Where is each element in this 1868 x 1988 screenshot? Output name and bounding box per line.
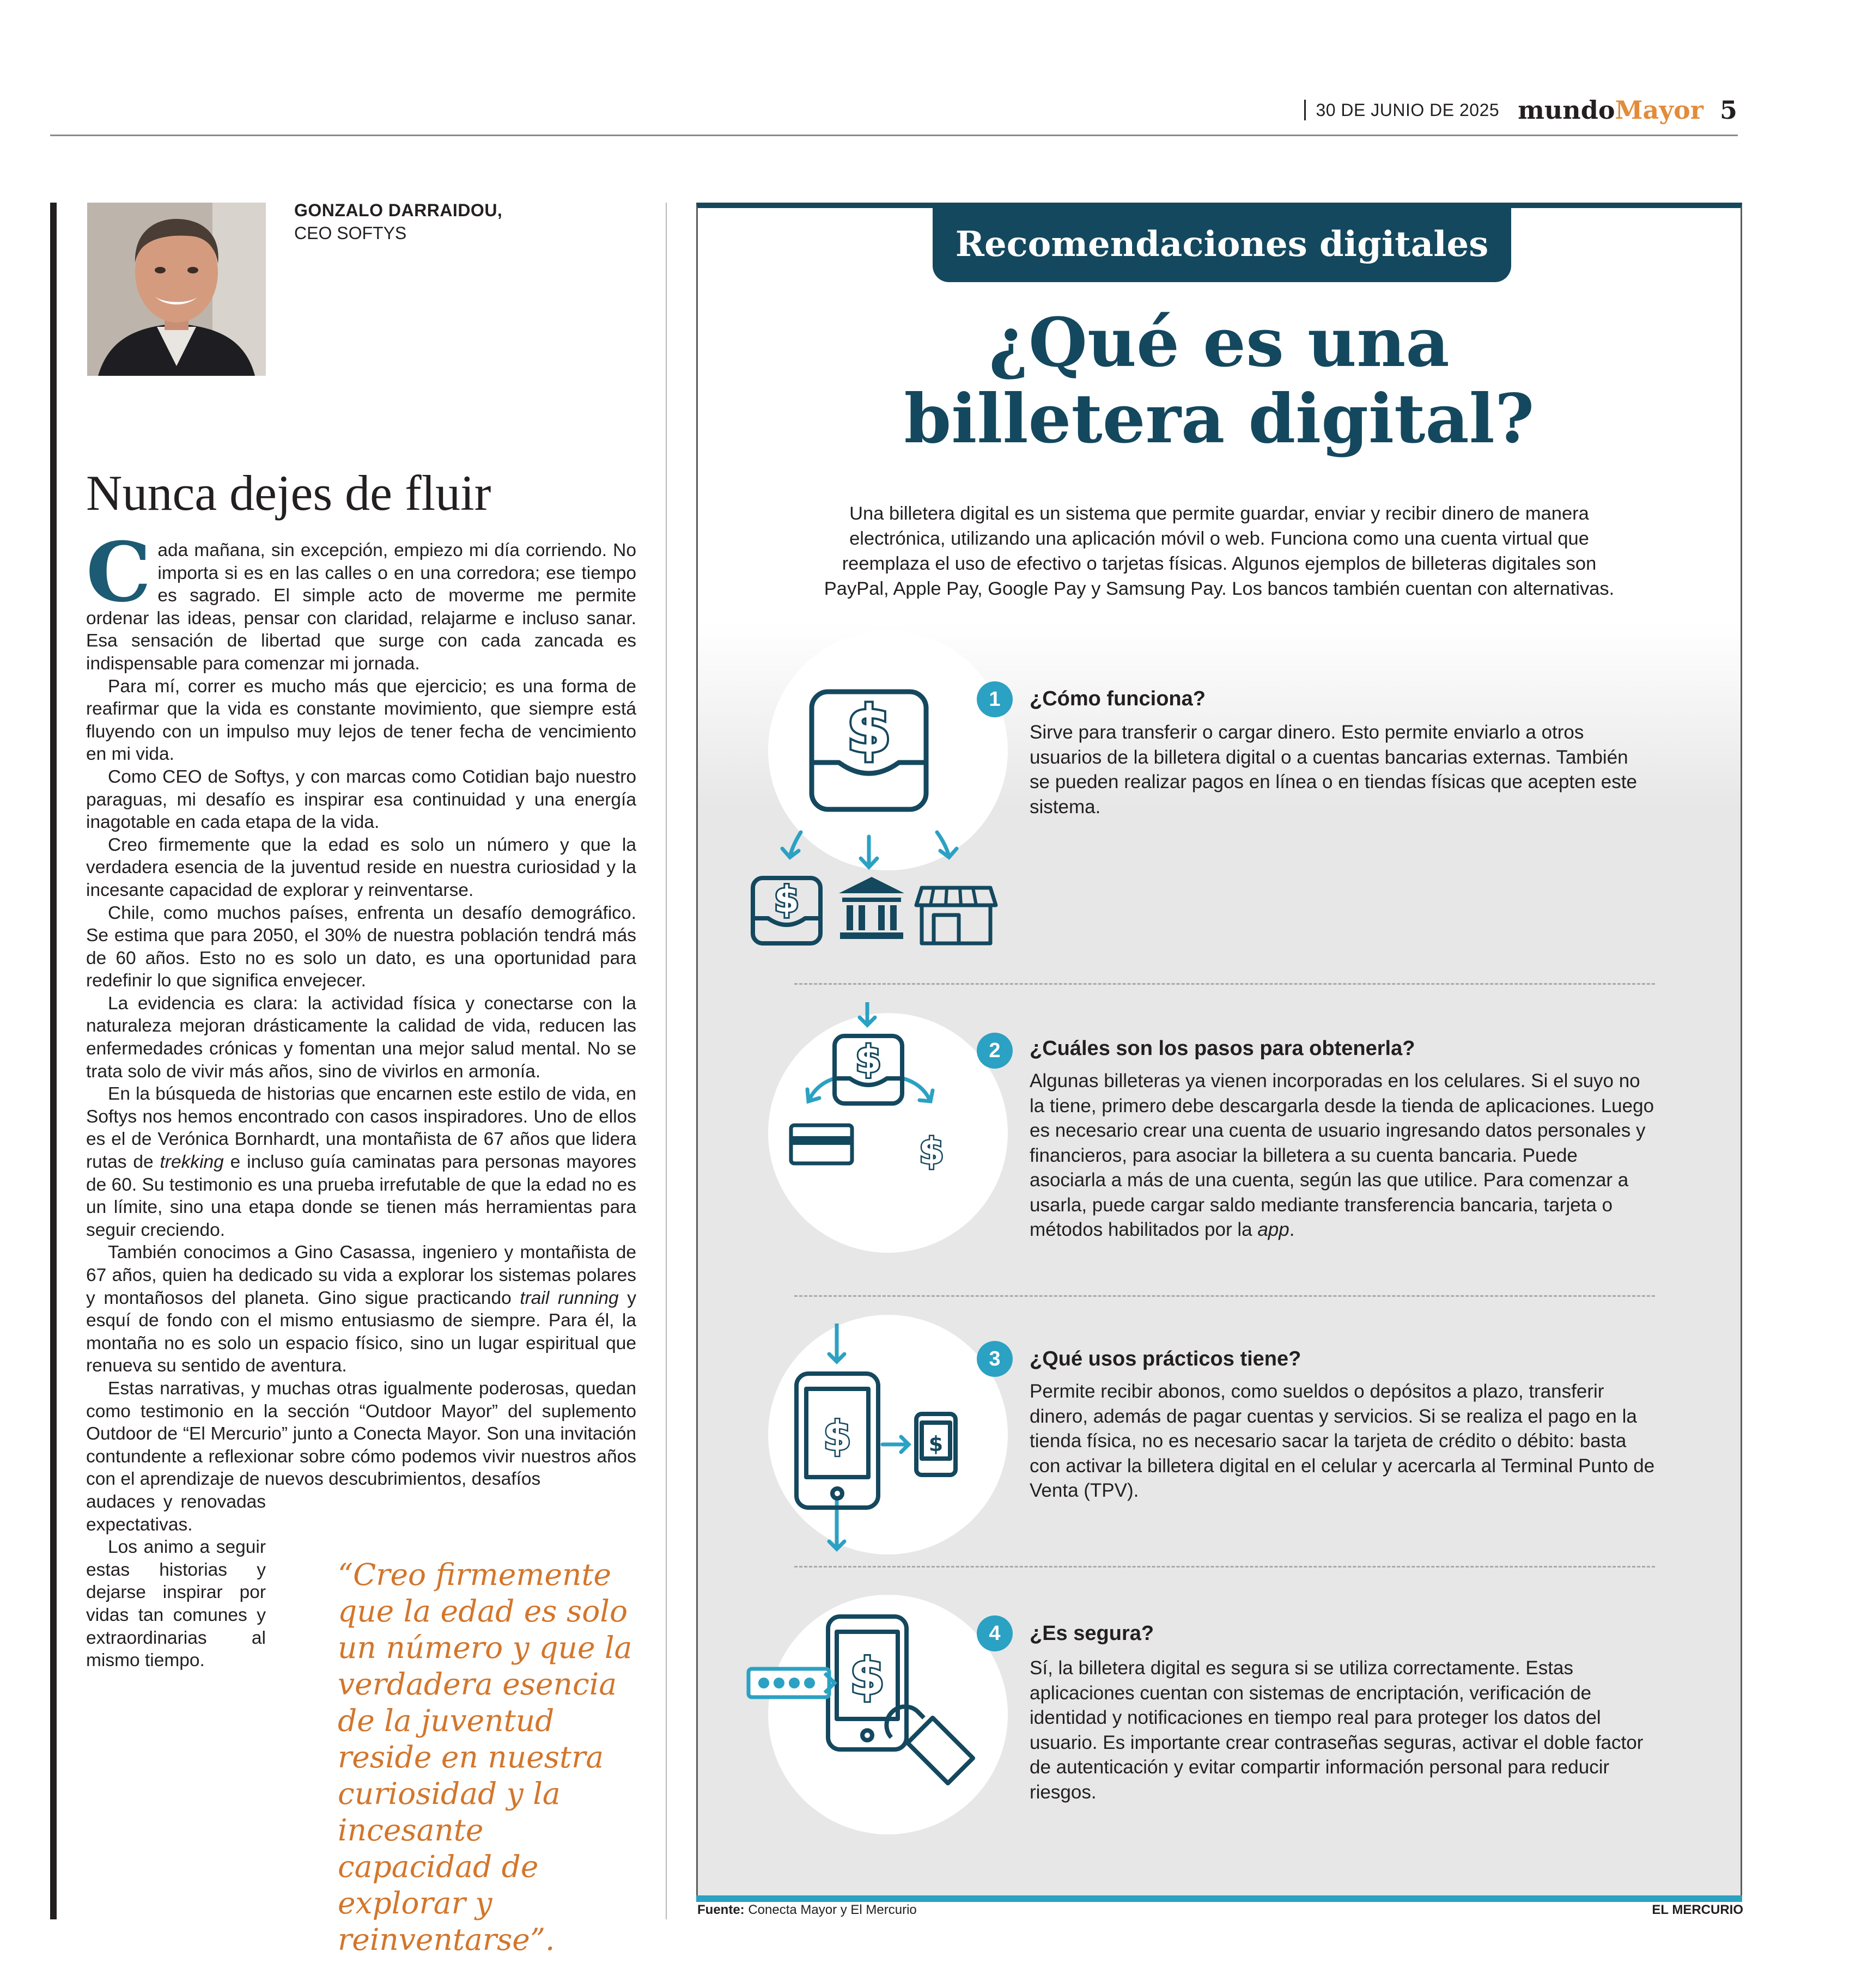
brand-prefix: mundo: [1518, 95, 1615, 125]
paragraph-9-cont: audaces y renovadas expectativas.: [86, 1491, 266, 1535]
header-brand: [1518, 95, 1703, 125]
item-4-number: 4: [977, 1615, 1013, 1651]
infographic-title: [735, 305, 1703, 458]
wallet-card-cash-icon: [784, 1002, 959, 1182]
item-1-answer: Sirve para transferir o cargar dinero. Esto permite enviarlo a otros usuarios de la billetera digital o a cuentas bancarias externas. También se pueden realizar pagos en línea o en tiendas físicas que acepten este sistema.: [1030, 722, 1637, 818]
title-line-1: ¿Qué es una: [989, 303, 1450, 382]
paragraph-10: Los animo a seguir estas historias y dejarse inspirar por vidas tan comunes y extraordinarias al mismo tiempo.: [86, 1537, 266, 1671]
item-1-number: 1: [977, 681, 1013, 717]
author-photo: [87, 203, 266, 376]
author-role: CEO SOFTYS: [294, 223, 407, 243]
infographic-intro: Una billetera digital es un sistema que permite guardar, enviar y recibir dinero de manera electrónica, utilizando una aplicación móvil o web. Funciona como una cuenta virtual que reemplaza el uso de efectivo o tarjetas físicas. Algunos ejemplos de billeteras digitales son PayPal, Apple Pay, Google Pay y Samsung Pay. Los bancos también cuentan con alternativas.: [824, 503, 1615, 599]
divider-2: [794, 1295, 1655, 1297]
brand-suffix: Mayor: [1615, 95, 1703, 125]
paragraph-3: Como CEO de Softys, y con marcas como Cotidian bajo nuestro paraguas, mi desafío es inspirar esa continuidad y una energía inagotable en cada etapa de la vida.: [86, 766, 636, 833]
pull-quote: “Creo firmemente que la edad es solo un número y que la verdadera esencia de la juventud reside en nuestra curiosidad y la incesante capacidad de explorar y reinventarse”.: [338, 1557, 632, 1957]
item-4-question: ¿Es segura?: [1030, 1622, 1154, 1645]
svg-text:$: $: [849, 1648, 885, 1706]
author-portrait-icon: [87, 203, 266, 376]
drop-cap: C: [86, 525, 151, 620]
divider-3: [794, 1566, 1655, 1568]
column-accent-bar: [50, 203, 57, 1919]
section-tab-label: Recomendaciones digitales: [955, 223, 1489, 265]
paragraph-1: Cada mañana, sin excepción, empiezo mi día corriendo. No importa si es en las calles o en una corredora; ese tiempo es sagrado. El simple acto de moverme me permite ordenar las ideas, pensar con claridad, relajarme e incluso sanar. Esa sensación de libertad que surge con cada zancada es indispensable para comenzar mi jornada.: [86, 525, 636, 674]
section-tab: [933, 206, 1511, 282]
item-3-number: 3: [977, 1341, 1013, 1377]
svg-text:$: $: [855, 1038, 881, 1081]
source-text: Conecta Mayor y El Mercurio: [748, 1902, 917, 1917]
header-date: 30 DE JUNIO DE 2025: [1316, 100, 1500, 120]
phone-transfer-icon: [790, 1324, 964, 1559]
credit: EL MERCURIO: [1652, 1902, 1743, 1917]
author-name: GONZALO DARRAIDOU,: [294, 200, 503, 220]
divider-1: [794, 983, 1655, 985]
item-2-number: 2: [977, 1033, 1013, 1069]
paragraph-9: Estas narrativas, y muchas otras igualmente poderosas, quedan como testimonio en la sección “Outdoor Mayor” del suplemento Outdoor de “El Mercurio” junto a Conecta Mayor. Son una invitación contundente a reflexionar sobre cómo podemos vivir nuestros años con el aprendizaje de nuevos descubrimientos, desafíos: [86, 1378, 636, 1490]
header-divider: [1304, 100, 1306, 120]
paragraph-6: La evidencia es clara: la actividad física y conectarse con la naturaleza mejoran drásticamente la calidad de vida, reducen las enfermedades crónicas y fomentan una mejor salud mental. No se trata solo de vivir más años, sino de vivirlos en armonía.: [86, 993, 636, 1082]
wallet-to-bank-store-icon: [746, 681, 1008, 953]
column-divider: [666, 203, 667, 1919]
article-headline: Nunca dejes de fluir: [86, 465, 491, 521]
source-label: Fuente:: [697, 1902, 745, 1917]
phone-lock-password-icon: [744, 1612, 984, 1792]
svg-text:$: $: [774, 879, 799, 920]
paragraph-7: En la búsqueda de historias que encarnen este estilo de vida, en Softys nos hemos encontrado con casos inspiradores. Uno de ellos es el de Verónica Bornhardt, una montañista de 67 años que lidera rutas de trekking e incluso guía caminatas para personas mayores de 60. Su testimonio es una prueba irrefutable de que la edad no es un límite, sino una etapa donde se tienen más herramientas para seguir creciendo.: [86, 1084, 636, 1240]
header-rule: [50, 135, 1738, 136]
title-line-2: billetera digital?: [904, 380, 1535, 459]
paragraph-4: Creo firmemente que la edad es solo un número y que la verdadera esencia de la juventud reside en nuestra curiosidad y la incesante capacidad de explorar y reinventarse.: [86, 834, 636, 900]
item-3-answer: Permite recibir abonos, como sueldos o depósitos a plazo, transferir dinero, además de pagar cuentas y servicios. Si se realiza el pago en la tienda física, no es necesario sacar la tarjeta de crédito o débito: basta con activar la billetera digital en el celular y acercarla al Terminal Punto de Venta (TPV).: [1030, 1381, 1655, 1501]
item-2-question: ¿Cuáles son los pasos para obtenerla?: [1030, 1037, 1415, 1060]
svg-text:$: $: [928, 1432, 944, 1456]
item-4-answer: Sí, la billetera digital es segura si se utiliza correctamente. Estas aplicaciones cuentan con sistemas de encriptación, verificación de identidad y notificaciones en tiempo real para proteger los datos del usuario. Es importante crear contraseñas seguras, activar el doble factor de autenticación y evitar compartir información personal para reducir riesgos.: [1030, 1657, 1644, 1803]
source-note: [697, 1902, 917, 1918]
item-3-question: ¿Qué usos prácticos tiene?: [1030, 1347, 1301, 1370]
paragraph-8: También conocimos a Gino Casassa, ingeniero y montañista de 67 años, quien ha dedicado su vida a explorar los sistemas polares y montañosos del planeta. Gino sigue practicando trail running y esquí de fondo con el mismo entusiasmo de siempre. Para él, la montaña no es solo un espacio físico, sino un lugar espiritual que renueva su sentido de aventura.: [86, 1242, 636, 1376]
article-body: [86, 525, 636, 1672]
svg-text:$: $: [846, 692, 892, 767]
item-1-question: ¿Cómo funciona?: [1030, 687, 1206, 710]
page-number: 5: [1719, 95, 1737, 125]
svg-text:$: $: [919, 1130, 944, 1172]
svg-text:$: $: [823, 1413, 851, 1460]
paragraph-2: Para mí, correr es mucho más que ejercicio; es una forma de reafirmar que la vida es constante movimiento, que siempre está fluyendo con un impulso muy lejos de tener fecha de vencimiento en mi vida.: [86, 676, 636, 765]
page-header: [1304, 94, 1737, 126]
infographic-bottom-bar: [696, 1895, 1742, 1902]
item-2-answer: Algunas billeteras ya vienen incorporadas en los celulares. Si el suyo no la tiene, primero debe descargarla desde la tienda de aplicaciones. Luego es necesario crear una cuenta de usuario ingresando datos personales y financieros, para asociar la billetera a su cuenta bancaria. Puede asociarla a más de una cuenta, según las que utilice. Para comenzar a usarla, puede cargar saldo mediante transferencia bancaria, tarjeta o métodos habilitados por la app.: [1030, 1070, 1654, 1240]
paragraph-5: Chile, como muchos países, enfrenta un desafío demográfico. Se estima que para 2050, el 30% de nuestra población tendrá más de 60 años. Esto no es solo un dato, es una oportunidad para redefinir lo que significa envejecer.: [86, 902, 636, 991]
